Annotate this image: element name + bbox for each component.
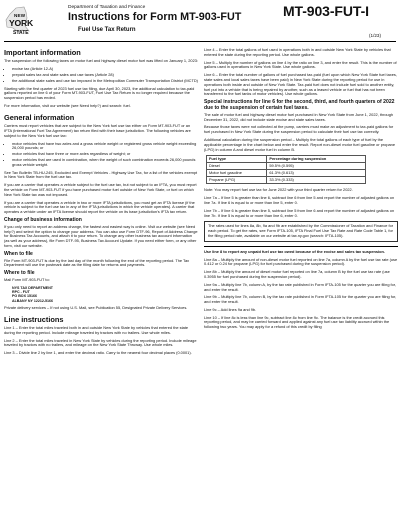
general-paragraph: See Tax Bulletin TB-HU-245, Excluded and Exempt Vehicles - Highway Use Tax, for a list of the vehicles exempt in New York State from the fuel use tax. [4, 169, 198, 180]
table-header-row [207, 156, 366, 163]
form-id: MT-903-FUT-I [283, 3, 369, 19]
list-item: • motor vehicles that are used in combination, when the weight of such combination exceeds 26,000 pounds gross vehicle weight. [12, 158, 198, 168]
page-title: Instructions for Form MT-903-FUT [68, 11, 242, 23]
table-header: Fuel type [207, 156, 267, 163]
table-row [207, 177, 366, 184]
important-intro: The suspension of the following taxes on motor fuel and highway diesel motor fuel was lifted on January 1, 2023: [4, 58, 198, 64]
right-column [204, 44, 398, 333]
table-cell: 33.3% (0.333) [267, 177, 366, 184]
general-heading: General information [4, 112, 75, 122]
when-paragraph: File Form MT-903-FUT is due by the last day of the month following the end of the reporting period. The Tax Department will use the postmark date as the filing date for returns and payments. [4, 257, 190, 268]
left-column [4, 44, 198, 359]
table-cell: 61.3% (0.613) [267, 170, 366, 177]
list-item: • motor vehicles that have two axles and a gross vehicle weight or registered gross vehicle weight exceeding 26,000 pounds; or [12, 142, 198, 152]
line-2-instruction: Line 2 – Enter the total miles traveled in New York State by vehicles during the reporting period. Include mileage traveled by tractors with no trailers, and mileage on the New York State Thruway. Use whole miles. [4, 337, 197, 348]
department-name: Department of Taxation and Finance [68, 5, 146, 10]
line-9c-instruction: Line 9c – Add lines 9a and 9b. [204, 306, 257, 312]
change-paragraph: If you only need to report an address change, the fastest and easiest way is online. Visit our website (see Need help?) and select the option to change your address. You can also use Form DTF-96, Report of Address Change for Business Tax Accounts, and attach it to your return. To change any other business tax account information (as well as your address), file Form DTF-95, Business Tax Account Update. If you need either form, or any other form, visit our website. [4, 223, 198, 248]
suspended-tax-list [4, 67, 198, 83]
list-item: • the additional state sales and use tax imposed in the Metropolitan Commuter Transportation District (MCTD) [12, 79, 198, 84]
line-9a-instruction: Line 9a – Multiply line 7b, column A, by the tax rate published in Form IFTA-105 for the quarter you are filing for, and enter the result. [204, 281, 396, 292]
general-paragraph: If you are a carrier that operates a vehicle subject to the fuel use tax, but not subject to an IFTA, you must report the vehicle on Form MT-903-FUT if you have purchased motor fuel outside of New York State, or fuel on which New York State tax was not imposed. [4, 182, 197, 197]
rates-note-text: The rates used for lines 8a, 8b, 9a and 9b are established by the Commissioner of Taxation and Finance for each period. To get the rates, see Form IFTA-105, IFTA Final Fuel Use Tax Rate and Rate Code Table 1, for the filing period rate, available on our website at tax.ny.gov (search: IFTA-105). [208, 223, 394, 238]
revision-date: (1/23) [369, 33, 382, 38]
list-item: • motor vehicles that have three or more axles regardless of weight; or [12, 152, 198, 157]
unpaid-tax-heading: Use line 8 to report any unpaid fuel use tax owed because of the excise and sales tax suspension. [204, 248, 385, 254]
when-heading: When to file [4, 250, 33, 257]
address-line: NYS TAX DEPARTMENT [12, 285, 53, 290]
list-item: • prepaid sales tax and state sales and use taxes (Article 28) [12, 73, 198, 78]
table-row [207, 170, 366, 177]
line-5-instruction: Line 5 – Multiply the number of gallons on line 4 by the ratio on line 3, and enter the result. This is the number of gallons used in operations in New York State. Use whole gallons. [204, 59, 397, 70]
mailing-address [12, 286, 198, 303]
private-delivery-paragraph: Private delivery services – If not using U.S. Mail, see Publication 55, Designated Private Delivery Services. [4, 304, 188, 310]
fuel-percentage-table [206, 155, 366, 184]
line-1-instruction: Line 1 – Enter the total miles traveled both in and outside New York State by vehicles that entered the state during the reporting period. Include mileage traveled by tractors with no trailers. Use whole miles. [4, 325, 189, 335]
table-note: Note: You may report fuel use tax for June 2022 with your third quarter return for 2022. [204, 187, 353, 193]
logo-york-text: YORK [9, 18, 34, 28]
line-8a-instruction: Line 8a – Multiply the amount of non-diesel motor fuel reported on line 7a, column A by the fuel use tax rate (use 0.412 or 0.24 for propane (LPG) for fuel purchased during the suspension period). [204, 256, 398, 267]
line-6-instruction: Line 6 – Enter the total number of gallons of fuel purchased tax-paid (fuel upon which New York State fuel taxes, state sales and local sales taxes have been paid) in New York State during the reporting period for use in operations both inside and outside of New York State. Tax-paid fuel does not include fuel sold to another entity, fuel put into a vehicle that is being repaired by another, such as a leased vehicle or fuel that has not been transferred to the fuel tanks of motor vehicles). Use whole gallons. [204, 72, 397, 97]
line-4-instruction: Line 4 – Enter the total gallons of fuel used in operations both in and outside New York State by vehicles that entered the state during the reporting period. Use whole gallons. [204, 47, 391, 57]
special-paragraph: The sale of motor fuel and highway diesel motor fuel purchased in New York State from June 1, 2022, through December 31, 2022, did not include state excise and state sales taxes. [204, 111, 394, 122]
line-instructions-heading: Line instructions [4, 314, 64, 324]
logo-state-text: STATE [13, 30, 29, 36]
form-header [0, 0, 400, 44]
general-paragraph: If you are a carrier that operates a vehicle in two or more IFTA jurisdictions, you must get an IFTA license (if the vehicle is subject to the fuel use tax in any of the IFTA jurisdictions in which the vehicle operates). A carrier that operates a vehicle under an IFTA license should report the vehicle on its base jurisdiction's IFTA tax return. [4, 199, 195, 215]
rates-note-box [204, 221, 398, 241]
additional-calculation-paragraph: Additional calculation during the suspension period – Multiply the total gallons of each type of fuel by the applicable percentage in the chart below and enter the result. Report non-diesel motor fuel gasoline or propane (LPG) in column A and diesel motor fuel in column B. [204, 136, 395, 152]
special-instructions-heading: Special instructions for line 6 for the second, third, and fourth quarters of 2022 due to the suspension of certain fuel taxes. [204, 99, 395, 111]
nys-logo [4, 4, 34, 38]
important-paragraph: For more information, visit our website (see Need help?) and search: fuel. [4, 102, 131, 108]
table-cell: Diesel [207, 163, 267, 170]
where-intro: Mail Form MT-903-FUT to: [4, 276, 50, 282]
change-heading: Change of business information [4, 216, 82, 223]
special-paragraph: Because those taxes were not collected at the pump, carriers must make an adjustment to tax-paid gallons for fuel purchased in New York State during the suspension period to calculate their fuel use tax correctly. [204, 124, 394, 135]
line-3-instruction: Line 3 – Divide line 2 by line 1, and enter the decimal ratio. Carry to the nearest four decimal places (0.0001). [4, 350, 192, 356]
important-heading: Important information [4, 48, 81, 57]
address-line: PO BOX 15166 [12, 294, 37, 299]
table-row [207, 163, 366, 170]
line-9b-instruction: Line 9b – Multiply line 7b, column B, by the tax rate published in Form IFTA-105 for the quarter you are filing for, and enter the result. [204, 294, 397, 305]
line-8b-instruction: Line 8b – Multiply the amount of diesel motor fuel reported on line 7a, column B by the fuel use tax rate (use 0.3955 for fuel purchased during the suspension period). [204, 269, 390, 279]
page-subtitle: Fuel Use Tax Return [78, 27, 136, 33]
vehicle-list [4, 142, 198, 168]
line-7a-instruction: Line 7a – If line 5 is greater than line 6, subtract line 6 from line 5 and report the number of adjusted gallons on line 7a. If line 6 is equal to or more than line 5, enter 0. [204, 195, 395, 205]
address-line: ALBANY NY 12212-5166 [12, 298, 54, 303]
table-cell: Propane (LPG) [207, 177, 267, 184]
list-item: • excise tax (Article 12-A) [12, 67, 198, 72]
where-heading: Where to file [4, 270, 35, 277]
section-divider [204, 246, 398, 247]
address-line: RPC - FUT [12, 290, 30, 294]
important-paragraph: Starting with the first quarter of 2023 fuel use tax filing, due April 30, 2023, the additional calculation to tax-paid gallons reported on line 6 of your Form MT-903-FUT, Fuel Use Tax Return is no longer required because the suspension period has ended. [4, 85, 195, 101]
header-rule [4, 41, 396, 42]
table-header: Percentage during suspension [267, 156, 366, 163]
logo-new-text: NEW [14, 13, 26, 18]
line-10-instruction: Line 10 – If line 8c is less than line 9c, subtract line 8c from line 9c. The balance is the credit accrued this reporting period, and may be carried forward and applied against any fuel use tax liability accrued within the following two years. You may apply for a refund of this credit by filing [204, 314, 390, 330]
table-cell: Motor fuel gasoline [207, 170, 267, 177]
table-cell: 59.5% (0.595) [267, 163, 366, 170]
general-paragraph: Carriers must report vehicles that are subject to the New York fuel use tax either on Form MT-903-FUT or an IFTA (International Fuel Tax Agreement) tax return filed with their base jurisdiction. The following vehicles are subject to the New York fuel use tax: [4, 123, 191, 138]
line-7b-instruction: Line 7b – If line 6 is greater than line 5, subtract line 5 from line 6 and report the number of adjusted gallons on line 7b. If line 5 is equal to or more than line 6, enter 0. [204, 207, 395, 218]
